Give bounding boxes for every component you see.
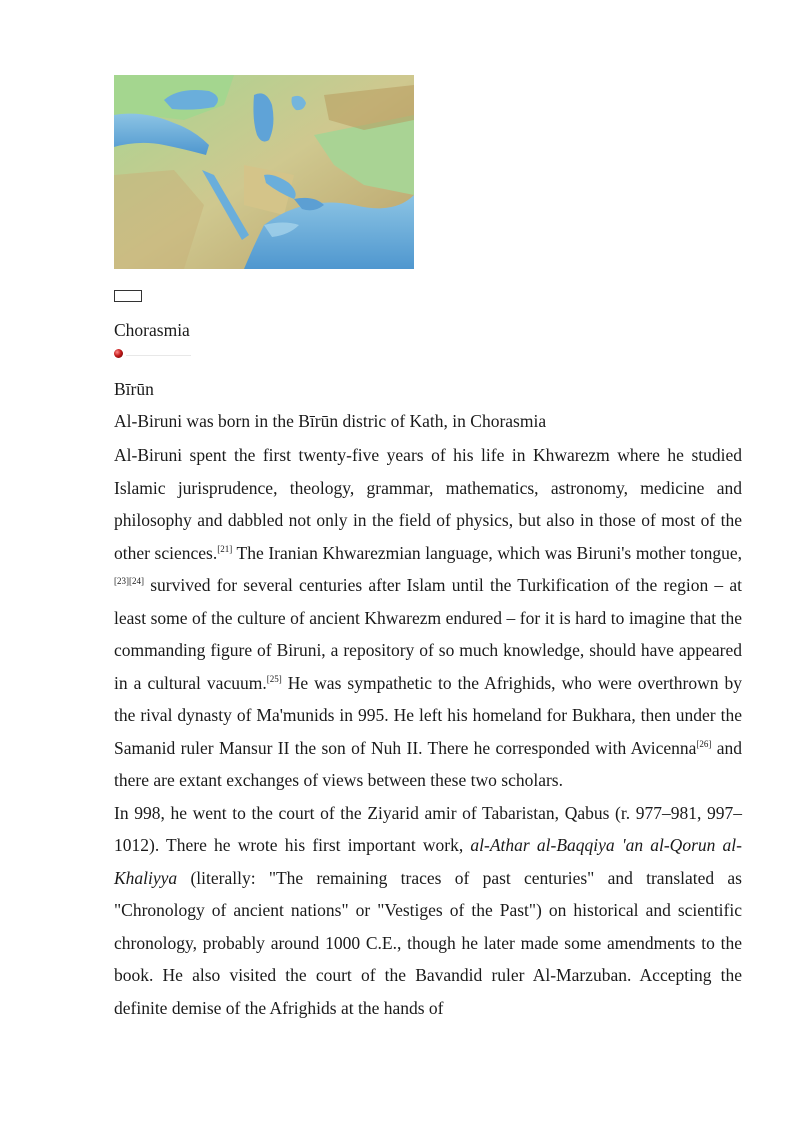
- image-placeholder-box: [114, 290, 142, 302]
- p1-text-4: He was sympathetic to the Afrighids, who were overthrown by the rival dynasty of Ma'munids in 995. He left his homeland for Bukhara, then under the Samanid ruler Mansur II the son of Nuh II. There he corresponded with Avicenna: [114, 672, 742, 758]
- paragraph-2: [114, 797, 742, 1025]
- map-caption: Al-Biruni was born in the Bīrūn distric of Kath, in Chorasmia: [114, 411, 547, 431]
- p2-text-1: In 998, he went to the court of the Ziyarid amir of Tabaristan, Qabus (r. 977–981, 997–1012). There he wrote his first important work,: [114, 802, 742, 855]
- p1-text-1: Al-Biruni spent the first twenty-five years of his life in Khwarezm where he studied Islamic jurisprudence, theology, grammar, mathematics, astronomy, medicine and philosophy and dabbled not only in the field of physics, but also in those of most of the other sciences.: [114, 445, 742, 563]
- citation-23-24[interactable]: [23][24]: [114, 576, 144, 587]
- citation-21[interactable]: [21]: [217, 543, 233, 554]
- marker-divider: [126, 355, 191, 356]
- p1-text-2: The Iranian Khwarezmian language, which was Biruni's mother tongue,: [232, 542, 742, 563]
- p2-text-2: (literally: "The remaining traces of past centuries" and translated as "Chronology of ancient nations" or "Vestiges of the Past") on historical and scientific chronology, probably around 1000 C.E., though he later made some amendments to the book. He also visited the court of the Bavandid ruler Al-Marzuban. Accepting the definite demise of the Afrighids at the hands of: [114, 867, 742, 1018]
- citation-25[interactable]: [25]: [266, 673, 282, 684]
- p1-text-3: survived for several centuries after Islam until the Turkification of the region – at least some of the culture of ancient Khwarezm endured – for it is hard to imagine that the commanding figure of Biruni, a repository of so much knowledge, should have appeared in a cultural vacuum.: [114, 575, 742, 693]
- map-label-birun: Bīrūn: [114, 379, 154, 399]
- map-image: [114, 75, 414, 269]
- work-title: al-Athar al-Baqqiya 'an al-Qorun al-Khaliyya: [114, 835, 742, 888]
- map-label-chorasmia: Chorasmia: [114, 320, 190, 340]
- location-marker-icon: [114, 349, 123, 358]
- citation-26[interactable]: [26]: [696, 738, 712, 749]
- p1-text-5: and there are extant exchanges of views between these two scholars.: [114, 737, 742, 790]
- paragraph-1: [114, 439, 742, 797]
- article-body: [114, 439, 742, 1024]
